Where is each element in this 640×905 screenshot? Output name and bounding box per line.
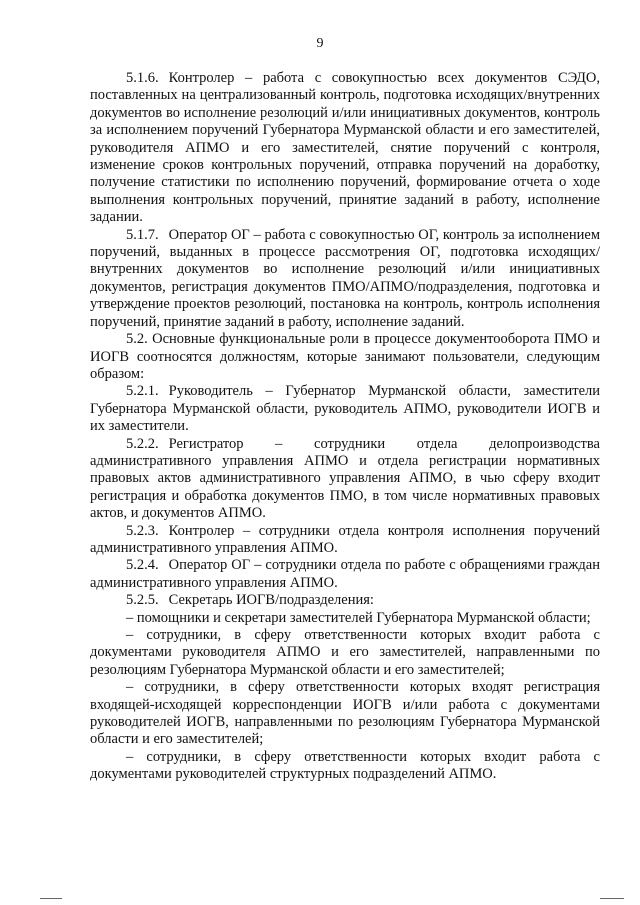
paragraph-text: – сотрудники, в сферу ответственности которых входит работа с документами руководителей структурных подразделений АПМО. [90, 748, 600, 783]
clause-number: 5.1.6. [126, 70, 159, 86]
paragraph-5-2-1 [90, 383, 600, 435]
list-item [90, 749, 600, 784]
paragraph-5-2 [90, 331, 600, 383]
paragraph-5-2-2 [90, 436, 600, 523]
list-item [90, 679, 600, 749]
document-body [90, 70, 600, 784]
paragraph-5-2-3 [90, 523, 600, 558]
footer-mark-right [600, 898, 624, 899]
paragraph-text: 5.2. Основные функциональные роли в процессе документооборота ПМО и ИОГВ соотносятся должностям, которые занимают пользователи, следующим образом: [90, 331, 600, 382]
paragraph-text: Руководитель – Губернатор Мурманской области, заместители Губернатора Мурманской области, руководитель АПМО, руководители ИОГВ и их заместители. [90, 383, 600, 435]
clause-number: 5.2.1. [126, 383, 159, 400]
paragraph-text: Оператор ОГ – сотрудники отдела по работе с обращениями граждан административного управления АПМО. [90, 557, 600, 591]
clause-number: 5.2.4. [126, 557, 159, 574]
paragraph-5-1-6 [90, 70, 600, 227]
clause-number: 5.1.7. [126, 226, 159, 243]
paragraph-text: – сотрудники, в сферу ответственности которых входят регистрация входящей-исходящей корреспонденции ИОГВ и/или работа с документами руководителей ИОГВ, направленными по резолюциям Губернатора Мурманской области и его заместителей; [90, 679, 600, 748]
paragraph-5-2-4 [90, 557, 600, 592]
paragraph-text: Регистратор – сотрудники отдела делопроизводства административного управления АПМО и отдела регистрации нормативных правовых актов административного управления АПМО, в чью сферу входит регистрация и обработка документов ПМО, в том числе нормативных правовых актов, и документов АПМО. [90, 435, 600, 522]
paragraph-5-1-7 [90, 227, 600, 331]
paragraph-text: – помощники и секретари заместителей Губернатора Мурманской области; [126, 609, 591, 626]
list-item [90, 610, 600, 627]
clause-number: 5.2.3. [126, 522, 159, 539]
clause-number: 5.2.5. [126, 592, 159, 609]
list-item [90, 627, 600, 679]
paragraph-text: Контролер – работа с совокупностью всех документов СЭДО, поставленных на централизованный контроль, подготовка исходящих/внутренних документов во исполнение резолюций и/или инициативных документов, контроль за исполнением поручений Губернатора Мурманской области и его заместителей, руководителя АПМО и его заместителей, снятие поручений с контроля, изменение сроков контрольных поручений, отправка поручений на доработку, получение статистики по исполнению поручений, формирование отчета о ходе выполнения контрольных поручений, принятие заданий в работу, исполнение задании. [90, 70, 600, 226]
paragraph-text: Контролер – сотрудники отдела контроля исполнения поручений административного управления АПМО. [90, 522, 600, 556]
paragraph-text: Оператор ОГ – работа с совокупностью ОГ, контроль за исполнением поручений, выданных в процессе рассмотрения ОГ, подготовка исходящих/внутренних документов во исполнение резолюций и/или инициативных документов, регистрация документов ПМО/АПМО/подразделения, подготовка и утверждение проектов резолюций, постановка на контроль, контроль исполнения поручений, принятие заданий в работу, исполнение заданий. [90, 226, 600, 330]
footer-mark-left [40, 898, 62, 899]
paragraph-5-2-5 [90, 592, 600, 609]
paragraph-text: – сотрудники, в сферу ответственности которых входит работа с документами руководителя АПМО и его заместителей, направленными по резолюциям Губернатора Мурманской области и его заместителей; [90, 627, 600, 678]
page-number: 9 [316, 36, 324, 51]
paragraph-text: Секретарь ИОГВ/подразделения: [168, 592, 374, 609]
clause-number: 5.2.2. [126, 435, 159, 452]
